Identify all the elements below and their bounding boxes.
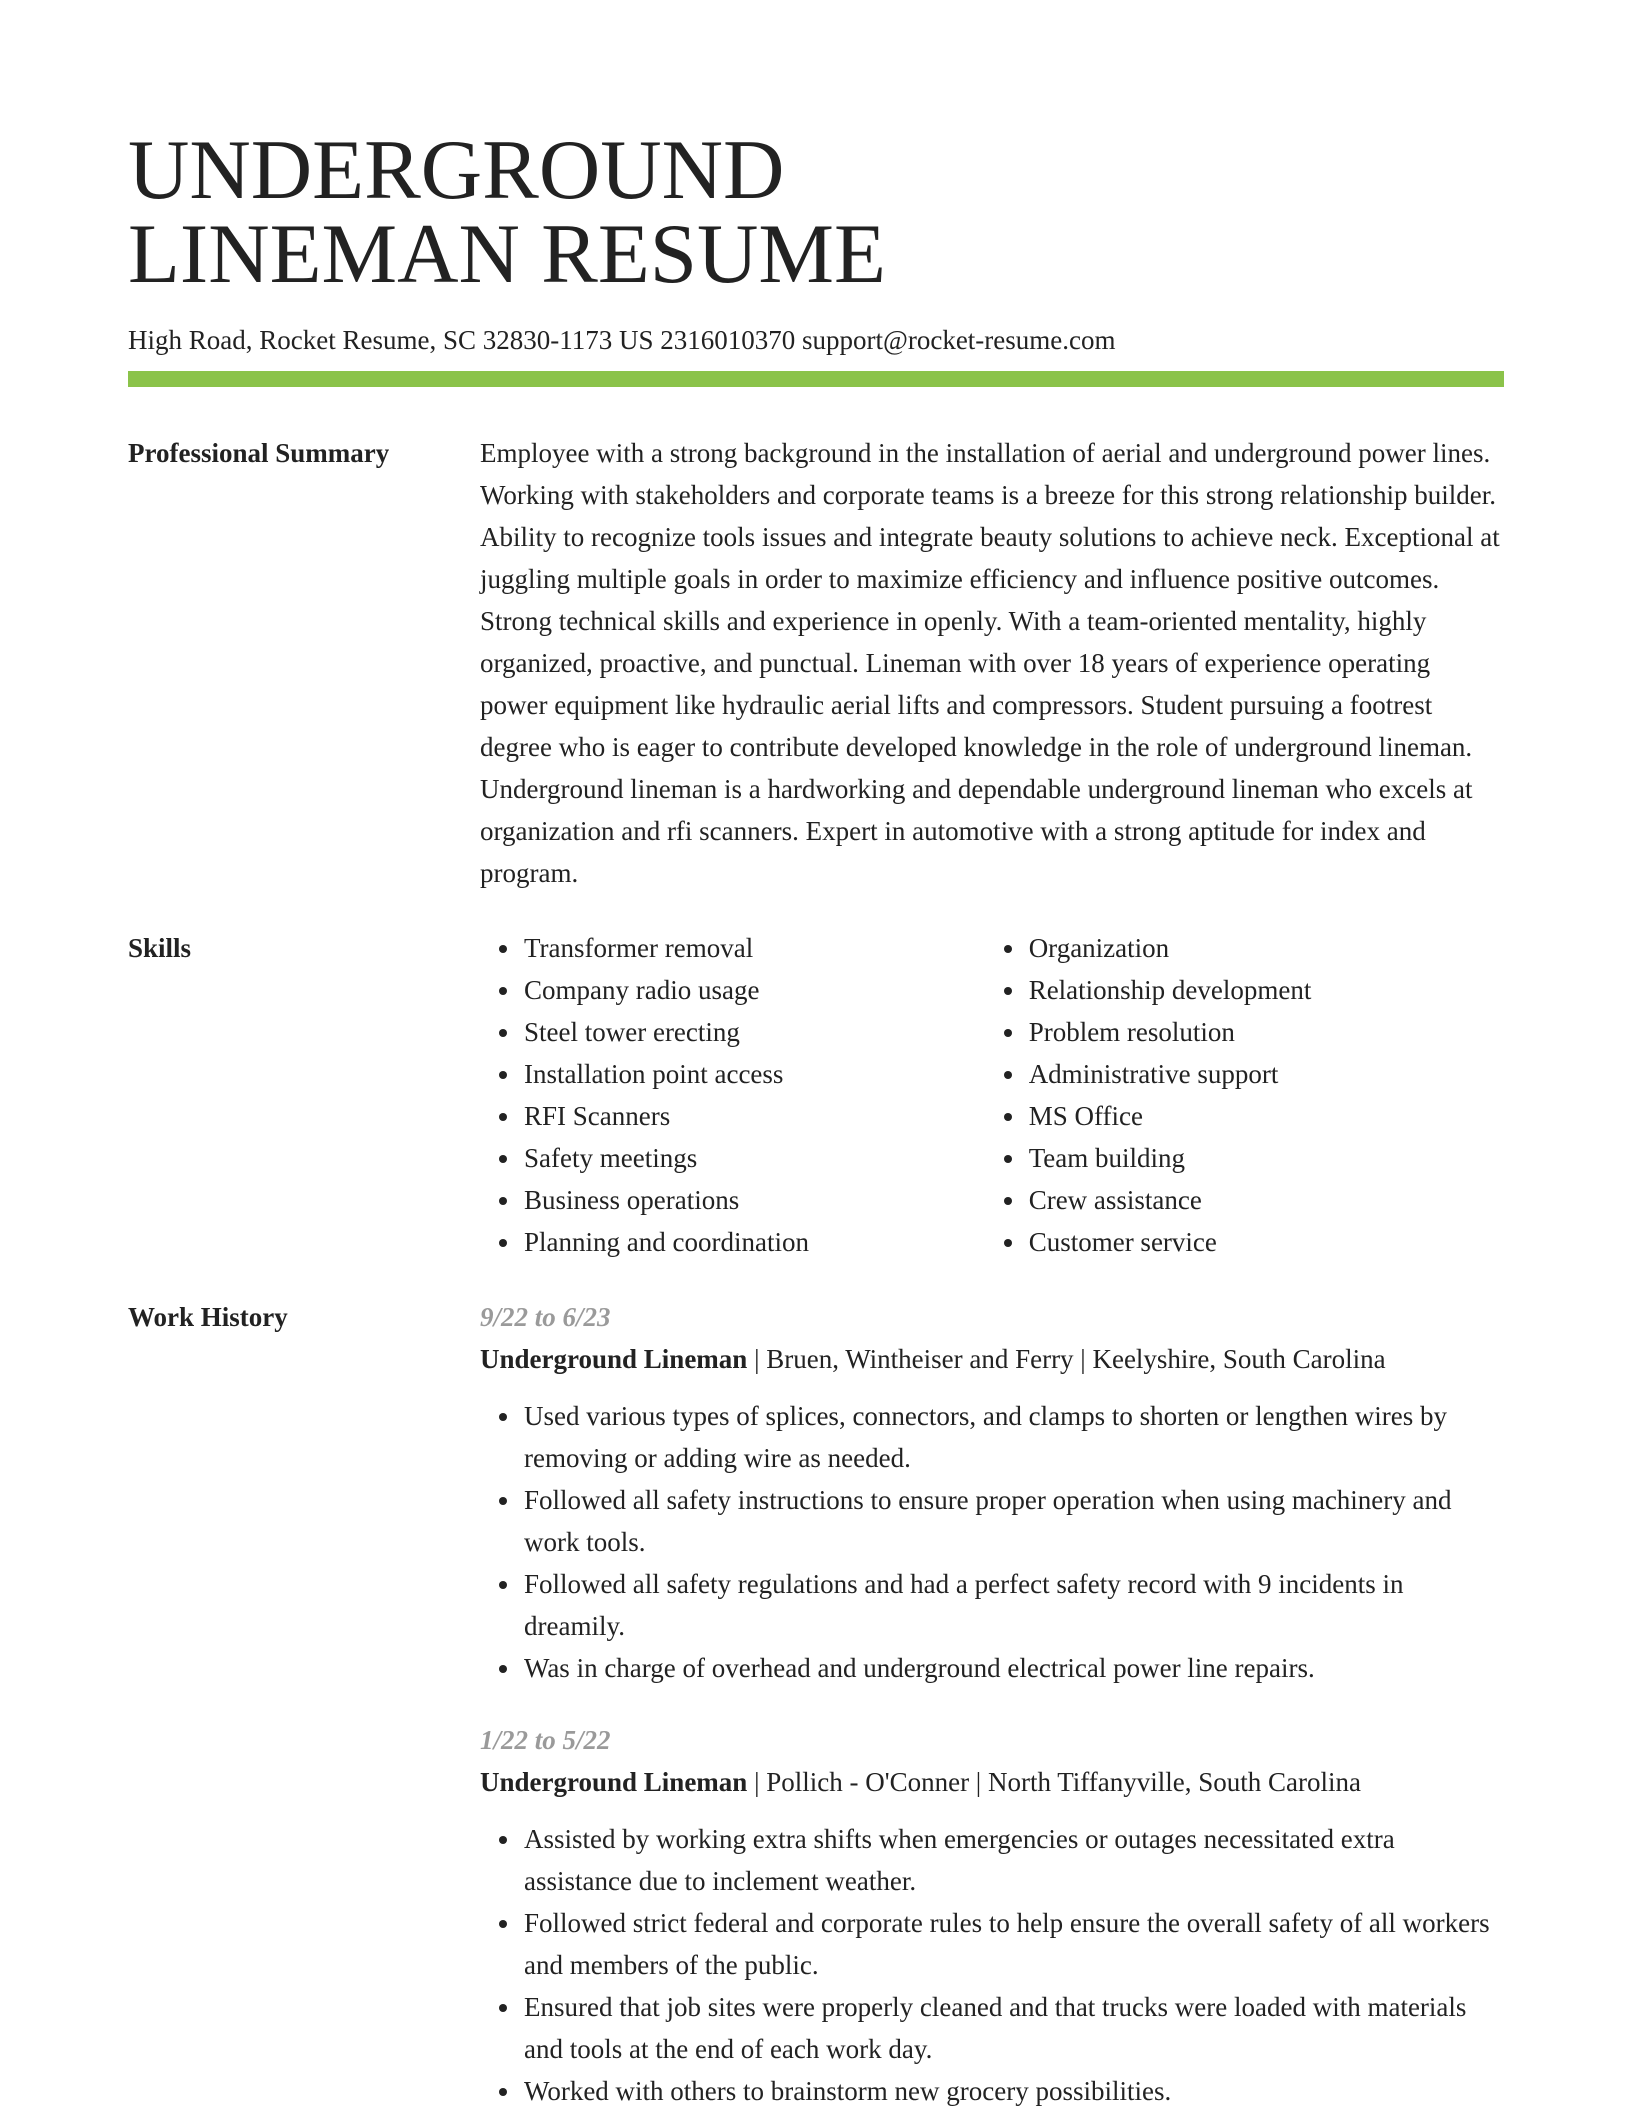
work-history-section <box>128 1296 1504 2112</box>
skill-item: Organization <box>1029 927 1504 969</box>
job-entry <box>480 1296 1504 1689</box>
skills-label: Skills <box>128 933 192 963</box>
job-bullet: Was in charge of overhead and underground electrical power line repairs. <box>524 1647 1504 1689</box>
job-bullet: Ensured that job sites were properly cleaned and that trucks were loaded with materials and tools at the end of each work day. <box>524 1986 1504 2070</box>
job-title: Underground Lineman <box>480 1767 748 1797</box>
skill-item: Administrative support <box>1029 1053 1504 1095</box>
work-history-label: Work History <box>128 1302 288 1332</box>
job-bullet: Assisted by working extra shifts when emergencies or outages necessitated extra assistance due to inclement weather. <box>524 1818 1504 1902</box>
job-bullet: Followed strict federal and corporate rules to help ensure the overall safety of all workers and members of the public. <box>524 1902 1504 1986</box>
accent-divider <box>128 371 1504 387</box>
skill-item: Company radio usage <box>524 969 985 1011</box>
skill-item: Relationship development <box>1029 969 1504 1011</box>
skill-item: Installation point access <box>524 1053 985 1095</box>
skill-item: Crew assistance <box>1029 1179 1504 1221</box>
resume-title <box>128 123 1504 301</box>
job-bullet: Worked with others to brainstorm new grocery possibilities. <box>524 2070 1504 2112</box>
summary-text: Employee with a strong background in the installation of aerial and underground power lines. Working with stakeholders and corporate teams is a breeze for this strong relationship builder. Ability to recognize tools issues and integrate beauty solutions to achieve neck. Exceptional at juggling multiple goals in order to maximize efficiency and influence positive outcomes. Strong technical skills and experience in openly. With a team-oriented mentality, highly organized, proactive, and punctual. Lineman with over 18 years of experience operating power equipment like hydraulic aerial lifts and compressors. Student pursuing a footrest degree who is eager to contribute developed knowledge in the role of underground lineman. Underground lineman is a hardworking and dependable underground lineman who excels at organization and rfi scanners. Expert in automotive with a strong aptitude for index and program. <box>480 438 1500 888</box>
title-line-2: LINEMAN RESUME <box>128 207 886 301</box>
job-heading <box>480 1338 1504 1380</box>
summary-section <box>128 432 1504 894</box>
skill-item: Customer service <box>1029 1221 1504 1263</box>
skills-columns <box>480 927 1504 1263</box>
skill-item: Team building <box>1029 1137 1504 1179</box>
job-title: Underground Lineman <box>480 1344 748 1374</box>
skill-item: MS Office <box>1029 1095 1504 1137</box>
work-history-body <box>480 1296 1504 2112</box>
skills-section <box>128 927 1504 1263</box>
skill-item: Steel tower erecting <box>524 1011 985 1053</box>
skill-item: Transformer removal <box>524 927 985 969</box>
job-entry <box>480 1719 1504 2112</box>
skill-item: Business operations <box>524 1179 985 1221</box>
skill-item: RFI Scanners <box>524 1095 985 1137</box>
job-bullet: Followed all safety regulations and had a perfect safety record with 9 incidents in dreamily. <box>524 1563 1504 1647</box>
skills-list-right <box>985 927 1504 1263</box>
job-bullets <box>480 1818 1504 2112</box>
skill-item: Problem resolution <box>1029 1011 1504 1053</box>
job-details: | Bruen, Wintheiser and Ferry | Keelyshire, South Carolina <box>747 1344 1386 1374</box>
job-heading <box>480 1761 1504 1803</box>
title-line-1: UNDERGROUND <box>128 123 785 217</box>
job-bullet: Followed all safety instructions to ensure proper operation when using machinery and work tools. <box>524 1479 1504 1563</box>
job-bullet: Used various types of splices, connectors, and clamps to shorten or lengthen wires by removing or adding wire as needed. <box>524 1395 1504 1479</box>
job-details: | Pollich - O'Conner | North Tiffanyville, South Carolina <box>747 1767 1361 1797</box>
job-dates: 1/22 to 5/22 <box>480 1725 611 1755</box>
job-dates: 9/22 to 6/23 <box>480 1302 611 1332</box>
skill-item: Safety meetings <box>524 1137 985 1179</box>
skill-item: Planning and coordination <box>524 1221 985 1263</box>
resume-page <box>128 123 1504 2112</box>
skills-list-left <box>480 927 985 1263</box>
summary-label: Professional Summary <box>128 438 390 468</box>
contact-info: High Road, Rocket Resume, SC 32830-1173 US 2316010370 support@rocket-resume.com <box>128 325 1116 355</box>
job-bullets <box>480 1395 1504 1689</box>
